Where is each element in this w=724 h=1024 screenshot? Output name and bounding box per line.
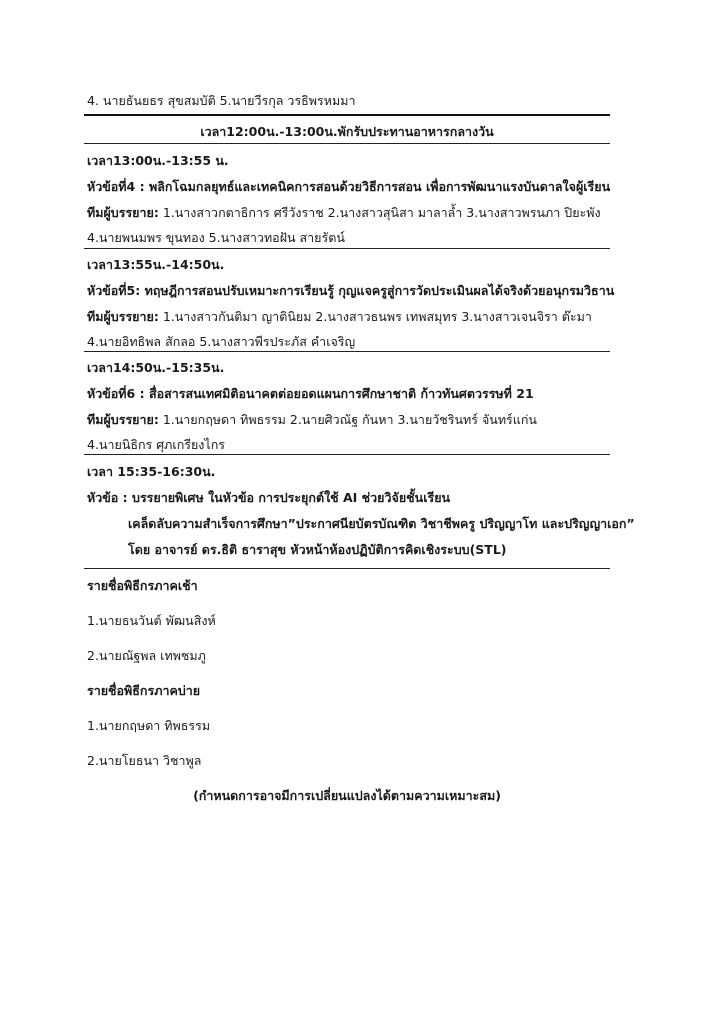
team-label: ทีมผู้บรรยาย: <box>87 309 159 324</box>
afternoon-mc-heading: รายชื่อพิธีกรภาคบ่าย <box>87 683 201 698</box>
session-topic <box>87 177 610 197</box>
topic-label: หัวข้อที่5: <box>87 283 141 298</box>
session-team <box>87 410 537 430</box>
divider <box>84 248 610 249</box>
afternoon-mc-item: 1.นายกฤษดา ทิพธรรม <box>87 718 211 733</box>
afternoon-mc-item: 2.นายโยธนา วิชาพูล <box>87 753 202 768</box>
topic-label: หัวข้อที่6 : <box>87 386 145 401</box>
team-members: 1.นางสาวกันติมา ญาตินิยม 2.นางสาวธนพร เทพสมุทร 3.นางสาวเจนจิรา ต๊ะมา <box>158 309 592 324</box>
special-time: เวลา 15:35-16:30น. <box>87 464 216 479</box>
topic-text: ทฤษฎีการสอนปรับเหมาะการเรียนรู้ กุญแจครูสู่การวัดประเมินผลได้จริงด้วยอนุกรมวิธาน <box>140 283 615 298</box>
lunch-banner: เวลา12:00น.-13:00น.พักรับประทานอาหารกลางวัน <box>200 124 494 139</box>
session-time: เวลา13:00น.-13:55 น. <box>87 153 229 168</box>
session-time: เวลา13:55น.-14:50น. <box>87 257 225 272</box>
morning-mc-heading: รายชื่อพิธีกรภาคเช้า <box>87 578 198 593</box>
special-subtitle: เคล็ดลับความสำเร็จการศึกษา”ประกาศนียบัตรบัณฑิต วิชาชีพครู ปริญญาโท และปริญญาเอก” <box>128 516 635 531</box>
topic-label: หัวข้อที่4 : <box>87 179 145 194</box>
topic-text: พลิกโฉมกลยุทธ์และเทคนิคการสอนด้วยวิธีการสอน เพื่อการพัฒนาแรงบันดาลใจผู้เรียน <box>144 179 611 194</box>
team-members-continued: 4.นายนิธิกร ศุภเกรียงไกร <box>87 437 225 452</box>
session-topic <box>87 281 614 301</box>
divider <box>84 454 610 455</box>
morning-mc-item: 1.นายธนวันต์ พัฒนสิงห์ <box>87 613 216 628</box>
session-team <box>87 307 592 327</box>
team-members-continued: 4.นายพนมพร ขุนทอง 5.นางสาวทอฝัน สายรัตน์ <box>87 230 345 245</box>
team-label: ทีมผู้บรรยาย: <box>87 205 159 220</box>
team-members: 1.นางสาวกตาธิการ ศรีวังราช 2.นางสาวสุนิสา มาลาล้ำ 3.นางสาวพรนภา ปิยะพัง <box>158 205 601 220</box>
intro-line: 4. นายธันยธร สุขสมบัติ 5.นายวีรกุล วรธิพรหมมา <box>87 93 356 108</box>
divider <box>84 351 610 352</box>
footer-note: (กำหนดการอาจมีการเปลี่ยนแปลงได้ตามความเหมาะสม) <box>193 788 501 803</box>
divider <box>84 568 610 569</box>
session-topic <box>87 384 534 404</box>
team-label: ทีมผู้บรรยาย: <box>87 412 159 427</box>
special-topic: หัวข้อ : บรรยายพิเศษ ในหัวข้อ การประยุกต์ใช้ AI ช่วยวิจัยชั้นเรียน <box>87 490 451 505</box>
session-time: เวลา14:50น.-15:35น. <box>87 360 225 375</box>
team-members: 1.นายกฤษดา ทิพธรรม 2.นายศิวณัฐ กันหา 3.นายวัชรินทร์ จันทร์แก่น <box>158 412 537 427</box>
topic-text: สื่อสารสนเทศมิติอนาคตต่อยอดแผนการศึกษาชาติ ก้าวทันศตวรรษที่ 21 <box>144 386 534 401</box>
special-speaker: โดย อาจารย์ ดร.ธิติ ธาราสุข หัวหน้าห้องปฏิบัติการคิดเชิงระบบ(STL) <box>128 542 507 557</box>
team-members-continued: 4.นายอิทธิพล สักลอ 5.นางสาวพีรประภัส คำเจริญ <box>87 334 356 349</box>
session-team <box>87 203 601 223</box>
divider <box>84 114 610 116</box>
morning-mc-item: 2.นายณัฐพล เทพชมภู <box>87 648 206 663</box>
divider <box>84 143 610 144</box>
